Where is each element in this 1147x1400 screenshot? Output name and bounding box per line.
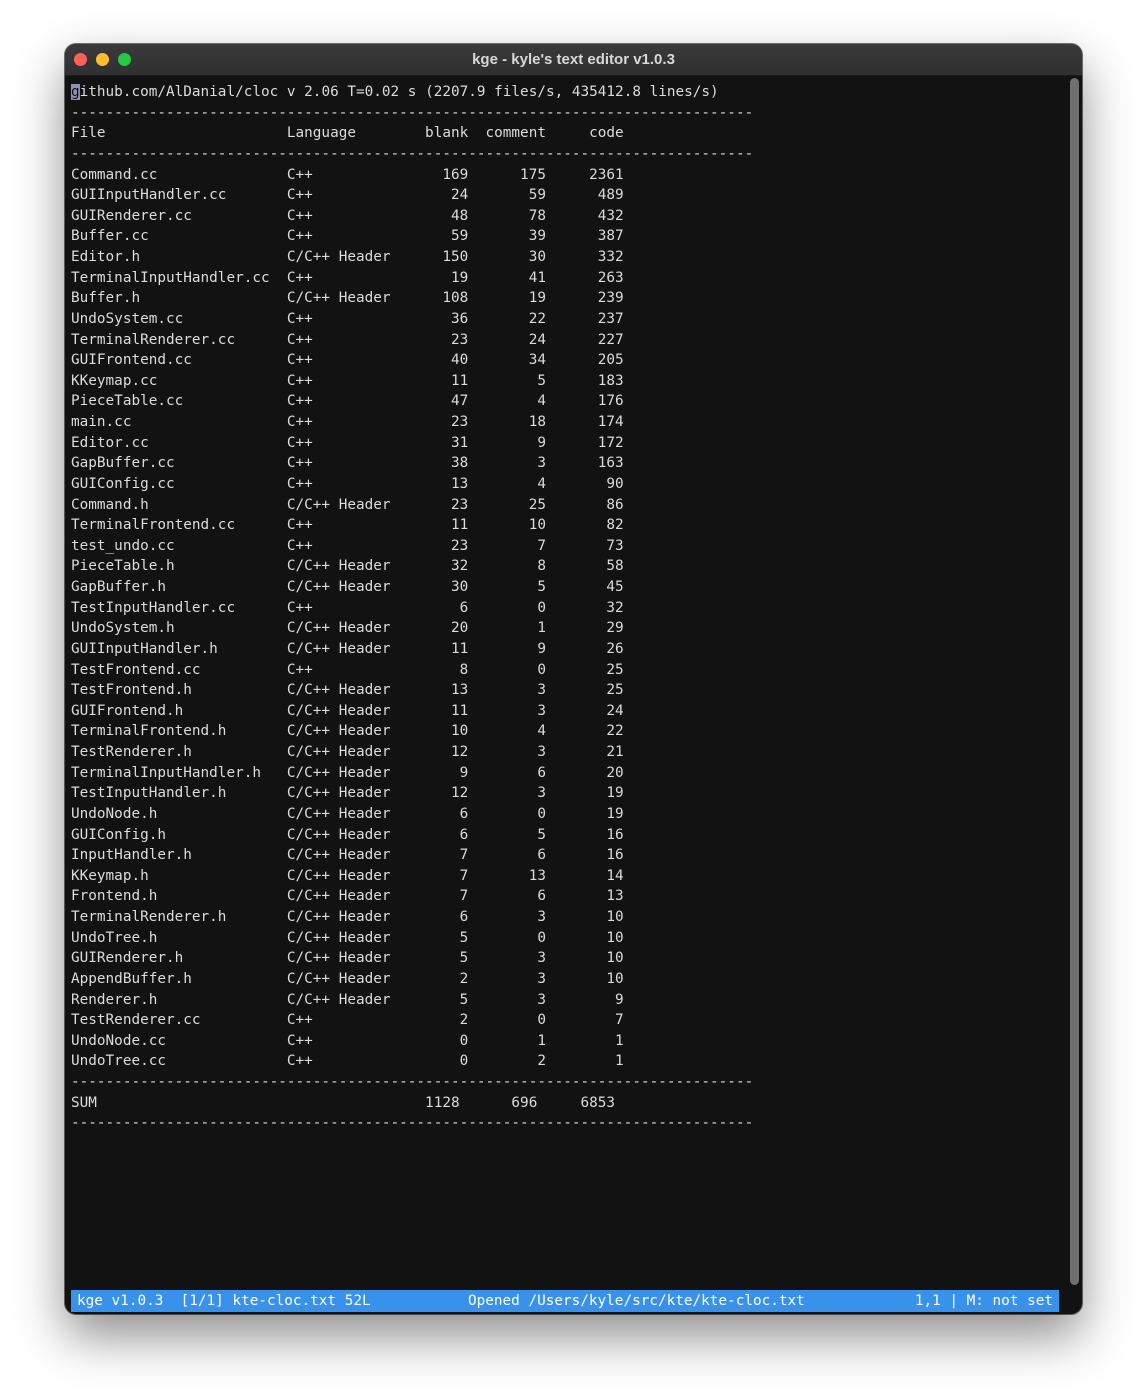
- buffer-line[interactable]: TerminalFrontend.cc C++ 11 10 82: [71, 517, 624, 534]
- buffer-line[interactable]: Command.h C/C++ Header 23 25 86: [71, 496, 624, 513]
- status-bar: [71, 1290, 1059, 1312]
- text-cursor: g: [71, 84, 80, 100]
- buffer-line[interactable]: Buffer.h C/C++ Header 108 19 239: [71, 290, 624, 307]
- buffer-line[interactable]: TestInputHandler.cc C++ 6 0 32: [71, 599, 624, 616]
- buffer-line[interactable]: UndoNode.cc C++ 0 1 1: [71, 1032, 624, 1049]
- vertical-scrollbar[interactable]: [1070, 78, 1079, 1285]
- buffer-line[interactable]: TerminalInputHandler.h C/C++ Header 9 6 20: [71, 764, 624, 781]
- buffer-line[interactable]: UndoSystem.h C/C++ Header 20 1 29: [71, 620, 624, 637]
- buffer-line[interactable]: InputHandler.h C/C++ Header 7 6 16: [71, 847, 624, 864]
- buffer-line[interactable]: GapBuffer.h C/C++ Header 30 5 45: [71, 579, 624, 595]
- buffer-line[interactable]: test_undo.cc C++ 23 7 73: [71, 537, 624, 554]
- buffer-line[interactable]: TestFrontend.h C/C++ Header 13 3 25: [71, 682, 624, 699]
- buffer-line[interactable]: GUIConfig.h C/C++ Header 6 5 16: [71, 826, 624, 843]
- buffer-line[interactable]: github.com/AlDanial/cloc v 2.06 T=0.02 s (2207.9 files/s, 435412.8 lines/s): [71, 84, 719, 100]
- buffer-line[interactable]: KKeymap.cc C++ 11 5 183: [71, 372, 624, 389]
- buffer-line[interactable]: -------------------------------------------------------------------------------: [71, 145, 754, 162]
- status-message: Opened /Users/kyle/src/kte/kte-cloc.txt: [468, 1293, 805, 1309]
- buffer-line[interactable]: SUM 1128 696 6853: [71, 1094, 616, 1111]
- buffer-line[interactable]: TerminalRenderer.cc C++ 23 24 227: [71, 331, 624, 348]
- buffer-line[interactable]: Editor.cc C++ 31 9 172: [71, 434, 624, 451]
- buffer-line[interactable]: AppendBuffer.h C/C++ Header 2 3 10: [71, 970, 624, 987]
- buffer-line[interactable]: TerminalFrontend.h C/C++ Header 10 4 22: [71, 723, 624, 740]
- buffer-line[interactable]: GUIInputHandler.cc C++ 24 59 489: [71, 187, 624, 204]
- buffer-line[interactable]: Buffer.cc C++ 59 39 387: [71, 228, 624, 245]
- status-cursor-position: 1,1 | M: not set: [914, 1293, 1053, 1309]
- buffer-line[interactable]: UndoNode.h C/C++ Header 6 0 19: [71, 805, 624, 822]
- buffer-line[interactable]: GUIFrontend.h C/C++ Header 11 3 24: [71, 702, 624, 719]
- buffer-line[interactable]: KKeymap.h C/C++ Header 7 13 14: [71, 867, 624, 884]
- buffer-line[interactable]: -------------------------------------------------------------------------------: [71, 104, 754, 121]
- text-buffer[interactable]: [71, 82, 753, 1134]
- editor-window: [65, 44, 1082, 1314]
- buffer-line[interactable]: Editor.h C/C++ Header 150 30 332: [71, 249, 624, 265]
- buffer-line[interactable]: -------------------------------------------------------------------------------: [71, 1115, 754, 1132]
- buffer-line[interactable]: GUIConfig.cc C++ 13 4 90: [71, 475, 624, 492]
- buffer-line[interactable]: Renderer.h C/C++ Header 5 3 9: [71, 991, 624, 1008]
- buffer-line[interactable]: TerminalInputHandler.cc C++ 19 41 263: [71, 269, 624, 286]
- buffer-line[interactable]: Command.cc C++ 169 175 2361: [71, 166, 624, 183]
- buffer-line[interactable]: TestRenderer.cc C++ 2 0 7: [71, 1012, 624, 1029]
- buffer-line[interactable]: TerminalRenderer.h C/C++ Header 6 3 10: [71, 909, 624, 925]
- buffer-line[interactable]: TestInputHandler.h C/C++ Header 12 3 19: [71, 785, 624, 802]
- buffer-line[interactable]: PieceTable.h C/C++ Header 32 8 58: [71, 558, 624, 575]
- buffer-line[interactable]: Frontend.h C/C++ Header 7 6 13: [71, 888, 624, 905]
- buffer-line[interactable]: UndoSystem.cc C++ 36 22 237: [71, 310, 624, 327]
- window-title: kge - kyle's text editor v1.0.3: [472, 51, 675, 68]
- buffer-line[interactable]: PieceTable.cc C++ 47 4 176: [71, 393, 624, 410]
- buffer-line[interactable]: GapBuffer.cc C++ 38 3 163: [71, 455, 624, 472]
- status-file-info: kge v1.0.3 [1/1] kte-cloc.txt 52L: [77, 1293, 371, 1309]
- buffer-line[interactable]: GUIInputHandler.h C/C++ Header 11 9 26: [71, 640, 624, 657]
- buffer-line[interactable]: GUIFrontend.cc C++ 40 34 205: [71, 352, 624, 369]
- buffer-line[interactable]: main.cc C++ 23 18 174: [71, 414, 624, 430]
- buffer-line[interactable]: UndoTree.h C/C++ Header 5 0 10: [71, 929, 624, 946]
- title-bar[interactable]: [65, 44, 1082, 76]
- buffer-line[interactable]: GUIRenderer.h C/C++ Header 5 3 10: [71, 950, 624, 967]
- buffer-line[interactable]: TestRenderer.h C/C++ Header 12 3 21: [71, 744, 624, 760]
- buffer-line[interactable]: GUIRenderer.cc C++ 48 78 432: [71, 207, 624, 224]
- buffer-line[interactable]: -------------------------------------------------------------------------------: [71, 1074, 754, 1090]
- buffer-line[interactable]: File Language blank comment code: [71, 125, 624, 142]
- buffer-line[interactable]: TestFrontend.cc C++ 8 0 25: [71, 661, 624, 678]
- buffer-line[interactable]: UndoTree.cc C++ 0 2 1: [71, 1053, 624, 1070]
